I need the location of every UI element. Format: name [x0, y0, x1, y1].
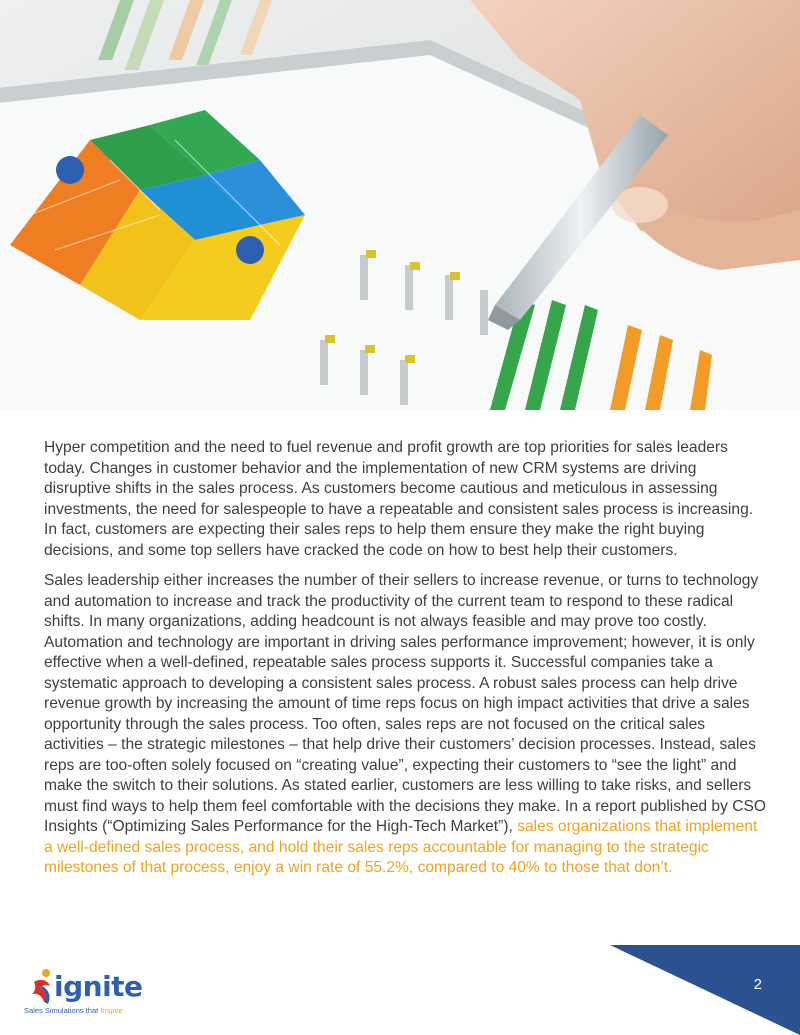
hero-photo [0, 0, 800, 410]
logo-tagline-main: Sales Simulations that [24, 1006, 101, 1015]
page-corner-decoration [610, 945, 800, 1035]
page-number: 2 [753, 976, 762, 993]
body-paragraph-text: Sales leadership either increases the number of their sellers to increase revenue, or turns to technology and automation to increase and track the productivity of the current team to respond to these radical shifts. In many organizations, adding headcount is not always feasible and may prove too costly. Automation and technology are important in driving sales performance improvement; however, it is only effective when a well-defined, repeatable sales process supports it. Successful companies take a systematic approach to developing a consistent sales process. A robust sales process can help drive revenue growth by increasing the amount of time reps focus on high impact activities that drive a sales opportunity through the sales process. Too often, sales reps are not focused on the critical sales activities – the strategic milestones – that help drive their customers’ decision processes. Instead, sales reps are too-often solely focused on “creating value”, expecting their customers to “see the light” and make the switch to their solutions. As stated earlier, customers are less willing to take risks, and sellers must find ways to help them feel comfortable with the decisions they make. In a report published by CSO Insights (“Optimizing Sales Performance for the High-Tech Market”), [44, 572, 767, 835]
logo-wordmark: ignite [54, 970, 143, 1003]
body-paragraph [44, 571, 766, 879]
logo-tagline-accent: Inspire [100, 1006, 123, 1015]
highlighted-statistic: sales organizations that implement a well-defined sales process, and hold their sales reps accountable for managing to the strategic milestones of that process, enjoy a win rate of 55.2%, compared to 40% to those that don’t. [44, 818, 758, 876]
tablet-photo-illustration [0, 0, 800, 410]
ignite-logo [24, 968, 143, 1020]
logo-tagline [24, 1006, 123, 1015]
intro-paragraph: Hyper competition and the need to fuel revenue and profit growth are top priorities for sales leaders today. Changes in customer behavior and the implementation of new CRM systems are driving disruptive shifts in the sales process. As customers become cautious and meticulous in assessing investments, the need for salespeople to have a repeatable and consistent sales process is increasing. In fact, customers are expecting their sales reps to help them ensure they make the right buying decisions, and some top sellers have cracked the code on how to best help their customers. [44, 439, 754, 559]
